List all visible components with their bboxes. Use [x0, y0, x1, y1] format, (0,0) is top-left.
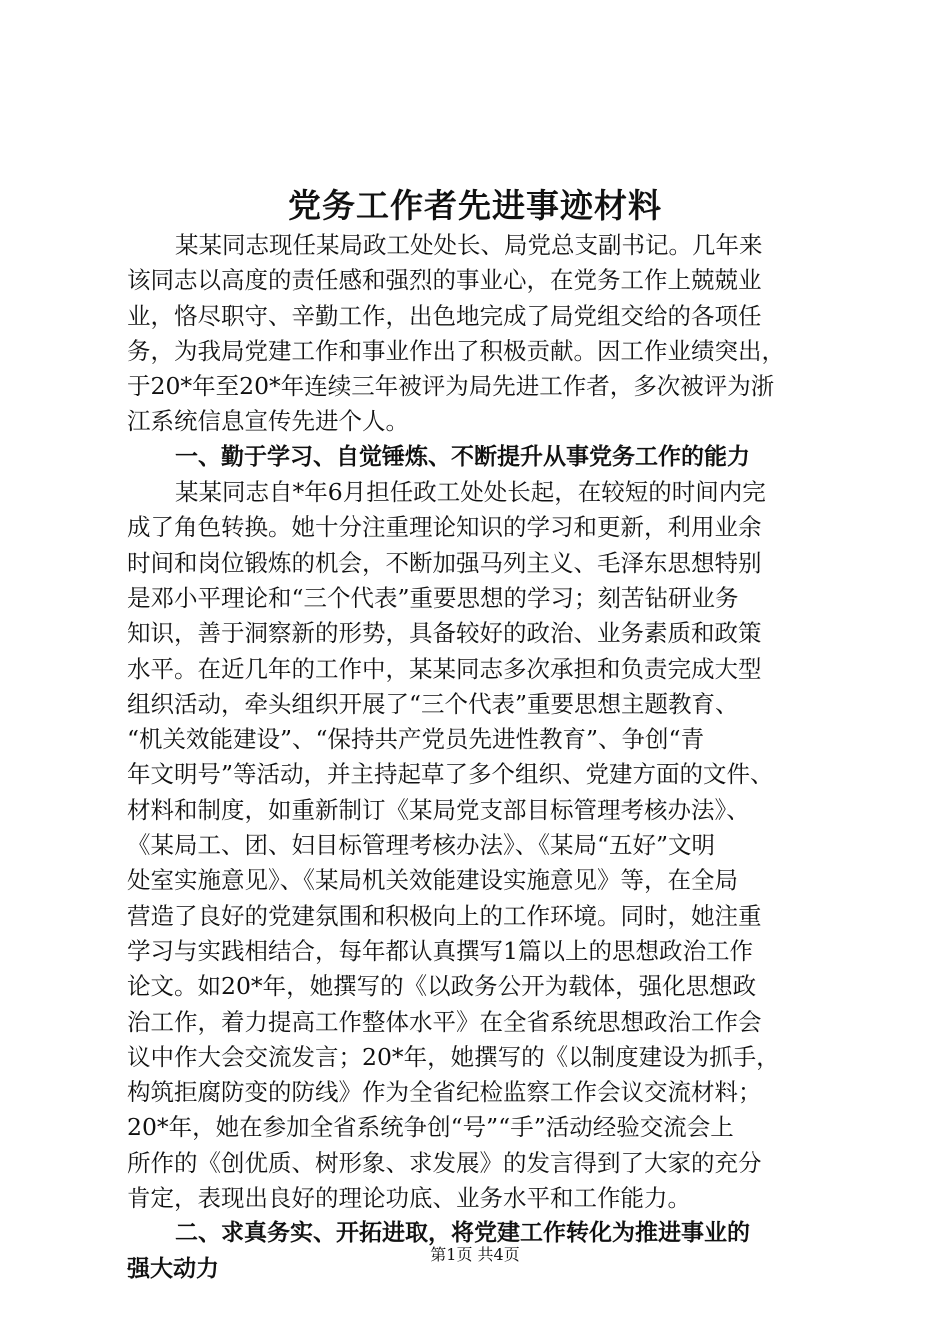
body-text-line: 20*年，她在参加全省系统争创“号”“手”活动经验交流会上 — [127, 1113, 734, 1142]
body-text-line: 某某同志现任某局政工处处长、局党总支副书记。几年来 — [175, 231, 763, 259]
body-text-line: 年文明号”等活动，并主持起草了多个组织、党建方面的文件、 — [127, 760, 774, 789]
body-text-line: 治工作，着力提高工作整体水平》在全省系统思想政治工作会 — [127, 1007, 762, 1036]
page-footer: 第1页 共4页 — [430, 1245, 520, 1264]
document-body — [127, 228, 850, 1287]
body-text-line: 务，为我局党建工作和事业作出了积极贡献。因工作业绩突出， — [127, 336, 785, 365]
body-text-line: 该同志以高度的责任感和强烈的事业心，在党务工作上兢兢业 — [127, 266, 762, 295]
document-title: 党务工作者先进事迹材料 — [288, 186, 662, 225]
section-heading-line: 强大动力 — [127, 1255, 219, 1282]
body-text-line: 《某局工、团、妇目标管理考核办法》、《某局“五好”文明 — [127, 831, 716, 860]
body-text-line: 江系统信息宣传先进个人。 — [127, 407, 409, 436]
body-text-line: 某某同志自*年6月担任政工处处长起，在较短的时间内完 — [175, 478, 766, 507]
body-text-line: 所作的《创优质、树形象、求发展》的发言得到了大家的充分 — [127, 1148, 762, 1177]
section-heading-line: 一、勤于学习、自觉锤炼、不断提升从事党务工作的能力 — [175, 443, 750, 470]
body-text-line: 知识，善于洞察新的形势，具备较好的政治、业务素质和政策 — [127, 619, 762, 648]
body-text-line: 时间和岗位锻炼的机会，不断加强马列主义、毛泽东思想特别 — [127, 548, 762, 577]
body-text-line: 组织活动，牵头组织开展了“三个代表”重要思想主题教育、 — [127, 689, 739, 718]
body-text-line: 营造了良好的党建氛围和积极向上的工作环境。同时，她注重 — [127, 901, 762, 930]
body-text-line: 材料和制度，如重新制订《某局党支部目标管理考核办法》、 — [127, 795, 750, 824]
body-text-line: 于20*年至20*年连续三年被评为局先进工作者，多次被评为浙 — [127, 372, 775, 401]
body-text-line: 水平。在近几年的工作中，某某同志多次承担和负责完成大型 — [127, 654, 762, 683]
body-text-line: 肯定，表现出良好的理论功底、业务水平和工作能力。 — [127, 1184, 691, 1213]
body-text-line: 论文。如20*年，她撰写的《以政务公开为载体，强化思想政 — [127, 972, 757, 1001]
body-text-line: 构筑拒腐防变的防线》作为全省纪检监察工作会议交流材料； — [127, 1078, 762, 1107]
body-text-line: 成了角色转换。她十分注重理论知识的学习和更新，利用业余 — [127, 513, 762, 542]
body-text-line: 议中作大会交流发言；20*年，她撰写的《以制度建设为抓手， — [127, 1042, 780, 1071]
body-text-line: 业，恪尽职守、辛勤工作，出色地完成了局党组交给的各项任 — [127, 301, 762, 330]
section-heading-line: 二、求真务实、开拓进取，将党建工作转化为推进事业的 — [175, 1220, 750, 1247]
body-text-line: 是邓小平理论和“三个代表”重要思想的学习；刻苦钻研业务 — [127, 583, 739, 612]
body-text-line: 处室实施意见》、《某局机关效能建设实施意见》等，在全局 — [127, 866, 738, 895]
body-text-line: 学习与实践相结合，每年都认真撰写1篇以上的思想政治工作 — [127, 936, 753, 965]
body-text-line: “机关效能建设”、“保持共产党员先进性教育”、争创“青 — [127, 725, 705, 754]
